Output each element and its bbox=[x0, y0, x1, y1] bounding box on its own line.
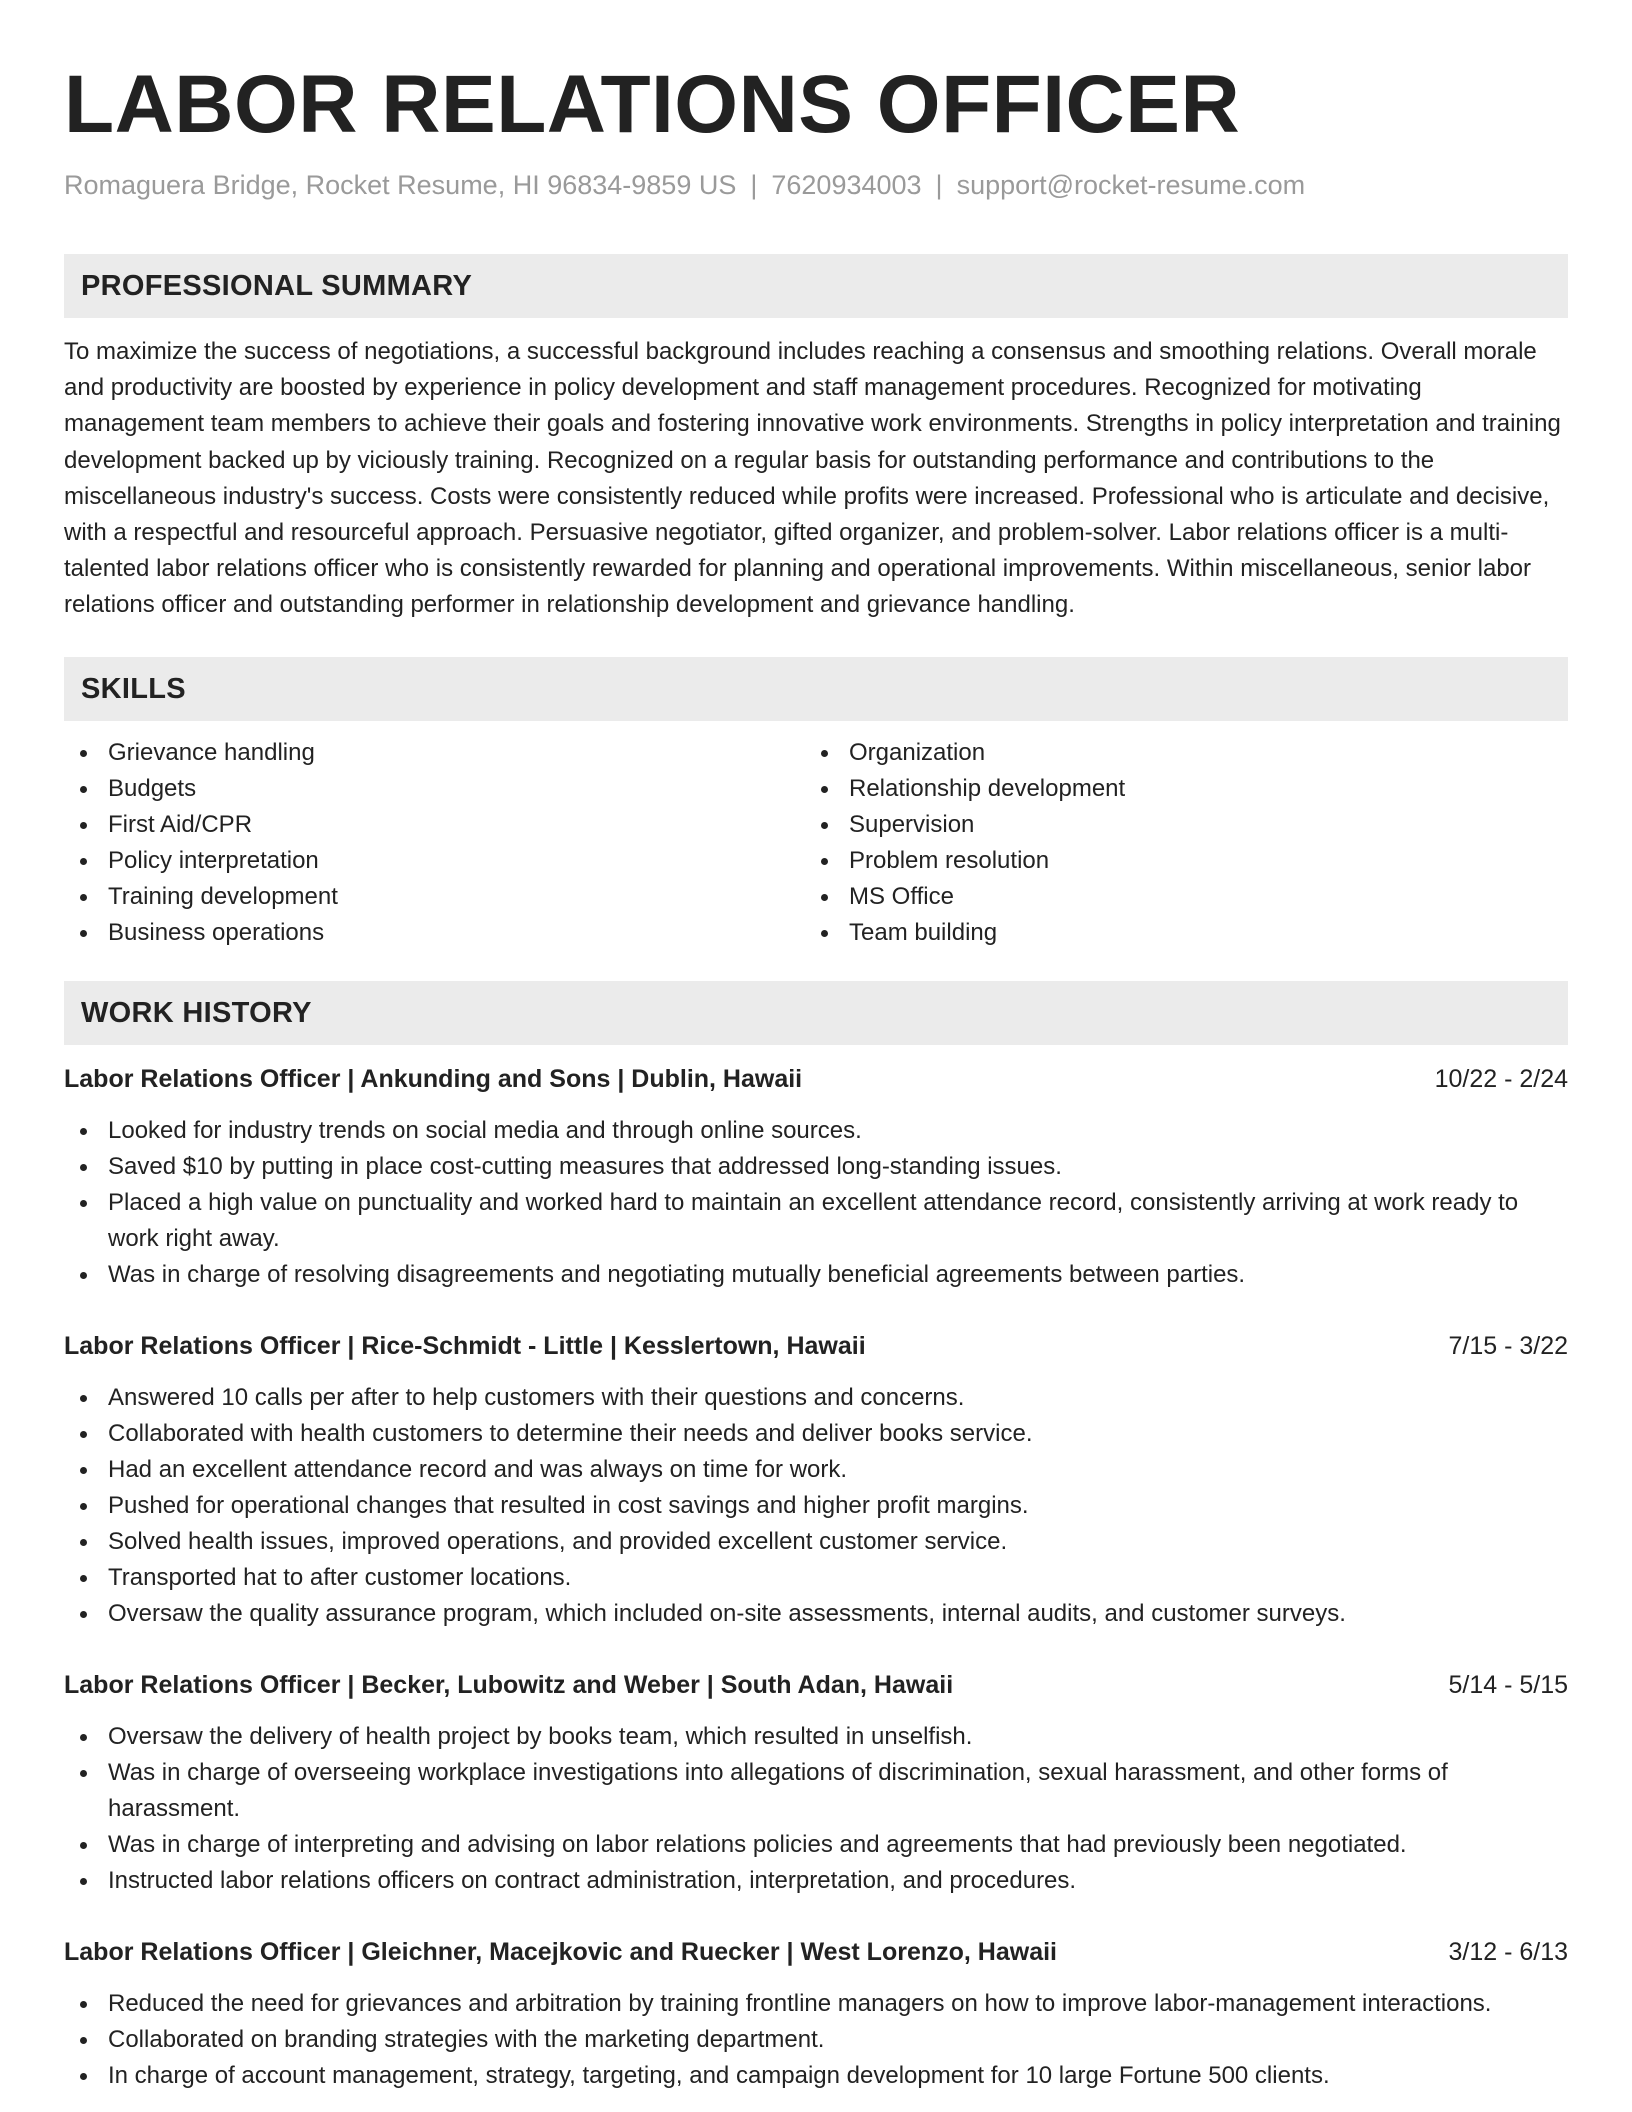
professional-summary-section bbox=[64, 254, 1568, 624]
skill-item: Grievance handling bbox=[64, 735, 805, 771]
job-bullets bbox=[64, 1380, 1568, 1632]
contact-email: support@rocket-resume.com bbox=[956, 170, 1306, 200]
job-bullets bbox=[64, 1113, 1568, 1293]
skills-section bbox=[64, 657, 1568, 951]
work-history-section bbox=[64, 981, 1568, 2094]
contact-phone: 7620934003 bbox=[771, 170, 922, 200]
skill-item: Training development bbox=[64, 879, 805, 915]
skill-item: Business operations bbox=[64, 915, 805, 951]
candidate-name: LABOR RELATIONS OFFICER bbox=[64, 59, 1241, 150]
job-header bbox=[64, 1667, 1568, 1703]
skills-column-left bbox=[64, 735, 805, 951]
contact-separator: | bbox=[935, 170, 943, 200]
job-entry bbox=[64, 1061, 1568, 1293]
summary-paragraph: To maximize the success of negotiations, a successful background includes reaching a consensus and smoothing relations. Overall morale and productivity are boosted by experience in policy development and staff management procedures. Recognized for motivating management team members to achieve their goals and fostering innovative work environments. Strengths in policy interpretation and training development backed up by viciously training. Recognized on a regular basis for outstanding performance and contributions to the miscellaneous industry's success. Costs were consistently reduced while profits were increased. Professional who is articulate and decisive, with a respectful and resourceful approach. Persuasive negotiator, gifted organizer, and problem-solver. Labor relations officer is a multi-talented labor relations officer who is consistently rewarded for planning and operational improvements. Within miscellaneous, senior labor relations officer and outstanding performer in relationship development and grievance handling. bbox=[64, 338, 1561, 619]
job-title: Labor Relations Officer | Rice-Schmidt - Little | Kesslertown, Hawaii bbox=[64, 1331, 866, 1360]
skill-item: Organization bbox=[805, 735, 1546, 771]
job-dates: 5/14 - 5/15 bbox=[1448, 1670, 1568, 1699]
job-bullet: Looked for industry trends on social media and through online sources. bbox=[64, 1113, 1568, 1149]
job-bullet: Placed a high value on punctuality and worked hard to maintain an excellent attendance record, consistently arriving at work ready to work right away. bbox=[64, 1185, 1568, 1257]
job-bullet: Reduced the need for grievances and arbitration by training frontline managers on how to improve labor-management interactions. bbox=[64, 1986, 1568, 2022]
job-bullet: Oversaw the quality assurance program, which included on-site assessments, internal audits, and customer surveys. bbox=[64, 1596, 1568, 1632]
job-entry bbox=[64, 1328, 1568, 1632]
job-title: Labor Relations Officer | Ankunding and Sons | Dublin, Hawaii bbox=[64, 1064, 803, 1093]
job-dates: 3/12 - 6/13 bbox=[1448, 1937, 1568, 1966]
skill-item: Relationship development bbox=[805, 771, 1546, 807]
job-bullet: Pushed for operational changes that resulted in cost savings and higher profit margins. bbox=[64, 1488, 1568, 1524]
section-heading-work: WORK HISTORY bbox=[64, 981, 1568, 1045]
job-title: Labor Relations Officer | Gleichner, Macejkovic and Ruecker | West Lorenzo, Hawaii bbox=[64, 1937, 1057, 1966]
skill-item: Budgets bbox=[64, 771, 805, 807]
job-bullet: Was in charge of resolving disagreements and negotiating mutually beneficial agreements between parties. bbox=[64, 1257, 1568, 1293]
job-bullet: Was in charge of overseeing workplace investigations into allegations of discrimination, sexual harassment, and other forms of harassment. bbox=[64, 1755, 1568, 1827]
job-bullet: Oversaw the delivery of health project by books team, which resulted in unselfish. bbox=[64, 1719, 1568, 1755]
section-heading-skills: SKILLS bbox=[64, 657, 1568, 721]
section-heading-summary: PROFESSIONAL SUMMARY bbox=[64, 254, 1568, 318]
skills-grid bbox=[64, 735, 1568, 951]
skill-item: First Aid/CPR bbox=[64, 807, 805, 843]
skill-item: Supervision bbox=[805, 807, 1546, 843]
job-header bbox=[64, 1061, 1568, 1097]
job-bullet: In charge of account management, strategy, targeting, and campaign development for 10 large Fortune 500 clients. bbox=[64, 2058, 1568, 2094]
job-dates: 10/22 - 2/24 bbox=[1434, 1064, 1568, 1093]
job-bullet: Collaborated on branding strategies with the marketing department. bbox=[64, 2022, 1568, 2058]
job-bullet: Answered 10 calls per after to help customers with their questions and concerns. bbox=[64, 1380, 1568, 1416]
job-bullet: Transported hat to after customer locations. bbox=[64, 1560, 1568, 1596]
skill-item: Team building bbox=[805, 915, 1546, 951]
skill-item: MS Office bbox=[805, 879, 1546, 915]
skill-item: Problem resolution bbox=[805, 843, 1546, 879]
job-bullet: Had an excellent attendance record and was always on time for work. bbox=[64, 1452, 1568, 1488]
job-header bbox=[64, 1328, 1568, 1364]
contact-line bbox=[64, 166, 1568, 204]
job-bullet: Saved $10 by putting in place cost-cutting measures that addressed long-standing issues. bbox=[64, 1149, 1568, 1185]
job-dates: 7/15 - 3/22 bbox=[1448, 1331, 1568, 1360]
skill-item: Policy interpretation bbox=[64, 843, 805, 879]
job-bullet: Collaborated with health customers to determine their needs and deliver books service. bbox=[64, 1416, 1568, 1452]
contact-separator: | bbox=[750, 170, 758, 200]
job-bullets bbox=[64, 1986, 1568, 2094]
job-bullet: Was in charge of interpreting and advising on labor relations policies and agreements that had previously been negotiated. bbox=[64, 1827, 1568, 1863]
job-bullet: Solved health issues, improved operations, and provided excellent customer service. bbox=[64, 1524, 1568, 1560]
job-title: Labor Relations Officer | Becker, Lubowitz and Weber | South Adan, Hawaii bbox=[64, 1670, 954, 1699]
contact-address: Romaguera Bridge, Rocket Resume, HI 96834-9859 US bbox=[64, 170, 737, 200]
job-entry bbox=[64, 1667, 1568, 1899]
job-entry bbox=[64, 1934, 1568, 2094]
job-bullets bbox=[64, 1719, 1568, 1899]
job-bullet: Instructed labor relations officers on contract administration, interpretation, and procedures. bbox=[64, 1863, 1568, 1899]
job-header bbox=[64, 1934, 1568, 1970]
skills-column-right bbox=[805, 735, 1546, 951]
